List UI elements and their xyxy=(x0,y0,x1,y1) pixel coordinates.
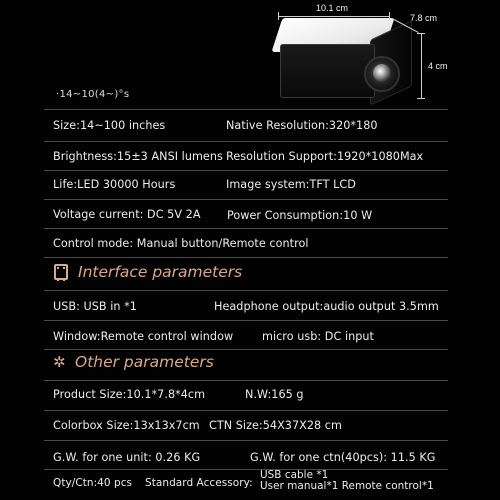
divider xyxy=(44,440,448,441)
divider xyxy=(44,469,448,470)
divider xyxy=(44,228,448,229)
divider xyxy=(44,199,448,200)
spec-control-mode: Control mode: Manual button/Remote control xyxy=(53,237,309,250)
divider xyxy=(44,141,448,142)
width-label: 10.1 cm xyxy=(316,3,349,13)
divider xyxy=(44,349,448,350)
divider xyxy=(44,410,448,411)
other-section-title: Other parameters xyxy=(75,353,214,371)
width-dimension-tick xyxy=(389,12,390,20)
spec-accessory-label: Standard Accessory: xyxy=(145,477,253,489)
divider xyxy=(44,170,448,171)
spec-colorbox-size: Colorbox Size:13x13x7cm xyxy=(53,419,200,432)
divider xyxy=(44,109,448,110)
spec-window: Window:Remote control window xyxy=(53,330,234,343)
spec-voltage: Voltage current: DC 5V 2A xyxy=(53,208,201,221)
spec-power: Power Consumption:10 W xyxy=(227,209,373,222)
height-dimension-line xyxy=(421,33,422,99)
divider xyxy=(44,380,448,381)
spec-ctn-size: CTN Size:54X37X28 cm xyxy=(209,419,342,432)
spec-image-system: Image system:TFT LCD xyxy=(226,178,356,191)
spec-accessory-line2: User manual*1 Remote control*1 xyxy=(260,480,434,492)
spec-native-resolution: Native Resolution:320*180 xyxy=(226,119,378,132)
cut-off-heading: ·14~10(4~)°s xyxy=(56,89,130,100)
spec-accessory-line1: USB cable *1 xyxy=(260,469,329,481)
film-icon xyxy=(54,264,68,280)
projector-front xyxy=(280,44,375,98)
sparkle-icon: ✲ xyxy=(53,354,66,371)
divider xyxy=(44,290,448,291)
spec-gross-weight-ctn: G.W. for one ctn(40pcs): 11.5 KG xyxy=(250,451,436,464)
spec-micro-usb: micro usb: DC input xyxy=(262,330,374,343)
spec-product-size: Product Size:10.1*7.8*4cm xyxy=(53,388,206,401)
spec-net-weight: N.W:165 g xyxy=(245,388,304,401)
spec-usb: USB: USB in *1 xyxy=(53,300,137,313)
interface-section-title: Interface parameters xyxy=(78,263,243,281)
spec-gross-weight-unit: G.W. for one unit: 0.26 KG xyxy=(53,451,201,464)
spec-life: Life:LED 30000 Hours xyxy=(53,178,176,191)
projector-lens xyxy=(373,64,391,82)
spec-brightness: Brightness:15±3 ANSI lumens xyxy=(53,150,223,163)
height-label: 4 cm xyxy=(428,61,448,71)
spec-qty: Qty/Ctn:40 pcs xyxy=(53,477,133,489)
spec-headphone: Headphone output:audio output 3.5mm xyxy=(214,300,439,313)
spec-size: Size:14~100 inches xyxy=(53,119,166,132)
width-dimension-tick xyxy=(278,12,279,20)
divider xyxy=(44,320,448,321)
depth-label: 7.8 cm xyxy=(410,13,438,23)
height-dimension-tick xyxy=(417,98,425,99)
divider xyxy=(44,257,448,258)
spec-resolution-support: Resolution Support:1920*1080Max xyxy=(226,150,424,163)
height-dimension-tick xyxy=(417,33,425,34)
width-dimension-line xyxy=(278,16,390,17)
